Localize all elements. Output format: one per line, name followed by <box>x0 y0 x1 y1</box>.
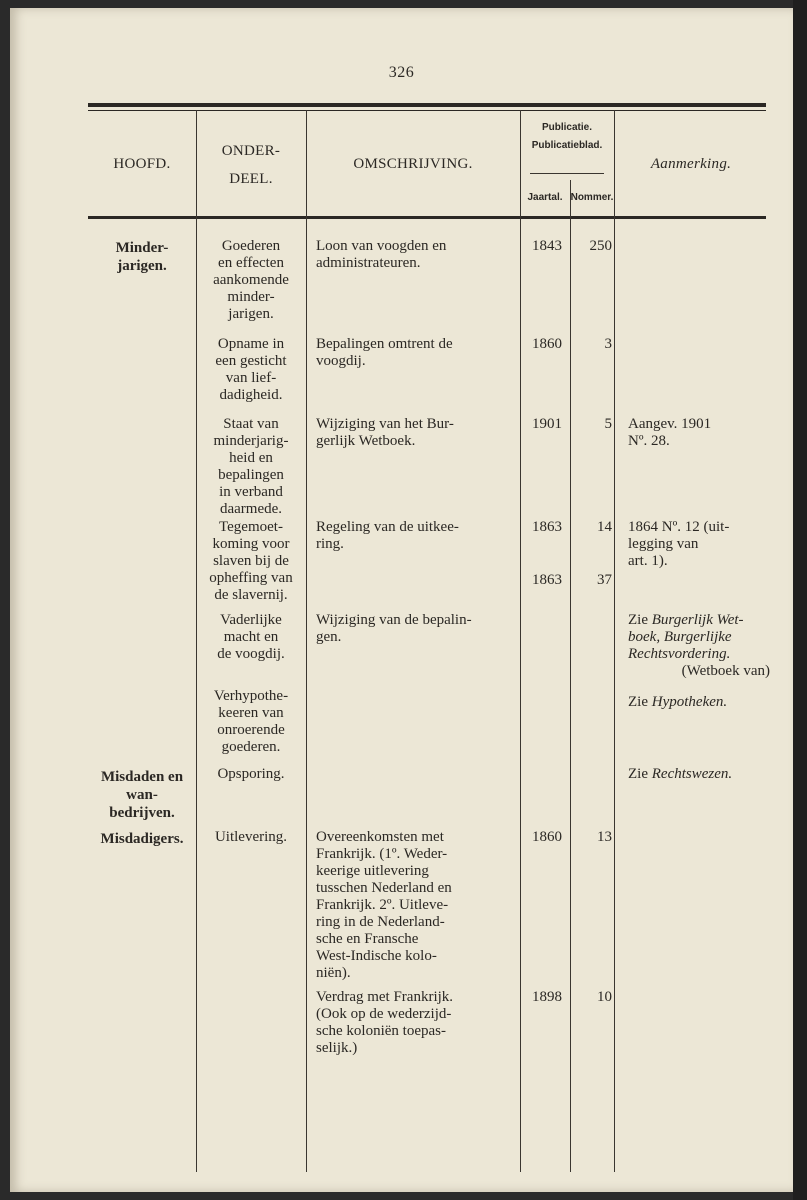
header-hoofd: HOOFD. <box>113 156 171 172</box>
aanmerking-reference: Hypotheken. <box>651 694 728 710</box>
row-nommer: 3 <box>604 336 612 352</box>
row-omschrijving: Loon van voogden en administrateuren. <box>316 238 447 271</box>
header-publicatieblad: Publicatieblad. <box>531 140 603 151</box>
row-aanmerking <box>628 766 770 783</box>
scan-border <box>793 0 807 1200</box>
row-onderdeel: Vaderlijke macht en de voogdij. <box>217 612 285 662</box>
column-divider-jaartal <box>570 180 571 1172</box>
document-page <box>10 8 793 1192</box>
top-rule-thin <box>88 110 766 111</box>
row-nommer: 10 <box>597 989 612 1005</box>
row-nommer: 250 <box>589 238 612 254</box>
header-omschrijving: OMSCHRIJVING. <box>353 156 473 172</box>
column-divider-onderdeel <box>306 110 307 1172</box>
header-aanmerking: Aanmerking. <box>650 156 732 172</box>
row-omschrijving: Bepalingen omtrent de voogdij. <box>316 336 453 369</box>
hoofd-entry-misdaden: Misdaden en wan- bedrijven. <box>100 769 184 821</box>
hoofd-entry-minderjarigen: Minder- jarigen. <box>115 240 169 274</box>
row-omschrijving: Regeling van de uitkee- ring. <box>316 519 459 552</box>
row-omschrijving: Overeenkomsten met Frankrijk. (1º. Weder- keerige uitlevering tusschen Nederland en Frankrijk. 2º. Uitleve- ring in de Nederland- sche en Fransche West-Indische kolo- niën). <box>316 829 452 981</box>
row-aanmerking: 1864 Nº. 12 (uit- legging van art. 1). <box>628 519 730 569</box>
row-jaartal: 1860 <box>532 336 562 352</box>
aanmerking-prefix: Zie <box>628 766 648 782</box>
row-jaartal-second: 1863 <box>532 572 562 588</box>
row-jaartal: 1863 <box>532 519 562 535</box>
column-divider-omschrijving <box>520 110 521 1172</box>
row-jaartal: 1901 <box>532 416 562 432</box>
row-aanmerking <box>628 612 770 680</box>
row-onderdeel: Tegemoet- koming voor slaven bij de opheffing van de slavernij. <box>209 519 293 603</box>
header-onderdeel-line2: DEEL. <box>229 171 273 187</box>
column-divider-hoofd <box>196 110 197 1172</box>
row-nommer: 14 <box>597 519 612 535</box>
row-aanmerking <box>628 694 770 711</box>
row-jaartal: 1860 <box>532 829 562 845</box>
header-bottom-rule <box>88 216 766 219</box>
row-onderdeel: Opname in een gesticht van lief- dadigheid. <box>215 336 287 403</box>
row-omschrijving: Wijziging van de bepalin- gen. <box>316 612 472 645</box>
row-nommer: 13 <box>597 829 612 845</box>
row-onderdeel: Goederen en effecten aankomende minder- jarigen. <box>213 238 289 322</box>
aanmerking-prefix: Zie <box>628 612 648 628</box>
publicatie-sub-rule <box>530 173 604 174</box>
aanmerking-suffix: (Wetboek van) <box>681 663 770 679</box>
aanmerking-prefix: Zie <box>628 694 648 710</box>
row-nommer: 5 <box>604 416 612 432</box>
page-number: 326 <box>388 64 415 81</box>
row-aanmerking: Aangev. 1901 Nº. 28. <box>628 416 712 449</box>
row-onderdeel: Opsporing. <box>217 766 285 782</box>
header-onderdeel-line1: ONDER- <box>221 143 281 159</box>
header-nommer: Nommer. <box>570 192 614 203</box>
row-onderdeel: Uitlevering. <box>214 829 288 845</box>
top-rule-thick <box>88 103 766 107</box>
hoofd-entry-misdadigers: Misdadigers. <box>100 831 184 847</box>
row-nommer-second: 37 <box>597 572 612 588</box>
header-jaartal: Jaartal. <box>527 192 563 203</box>
aanmerking-reference: Rechtswezen. <box>651 766 733 782</box>
header-publicatie: Publicatie. <box>541 122 592 133</box>
column-divider-publicatie <box>614 110 615 1172</box>
row-jaartal: 1898 <box>532 989 562 1005</box>
row-onderdeel: Staat van minderjarig- heid en bepalingen in verband daarmede. <box>213 416 289 517</box>
row-jaartal: 1843 <box>532 238 562 254</box>
row-omschrijving: Wijziging van het Bur- gerlijk Wetboek. <box>316 416 454 449</box>
row-onderdeel: Verhypothe- keeren van onroerende goederen. <box>213 688 289 755</box>
aanmerking-reference: Burgerlijk Wet- boek, Burgerlijke Rechtsvordering. <box>628 612 744 662</box>
row-omschrijving: Verdrag met Frankrijk. (Ook op de wederzijd- sche koloniën toepas- selijk.) <box>316 989 454 1056</box>
